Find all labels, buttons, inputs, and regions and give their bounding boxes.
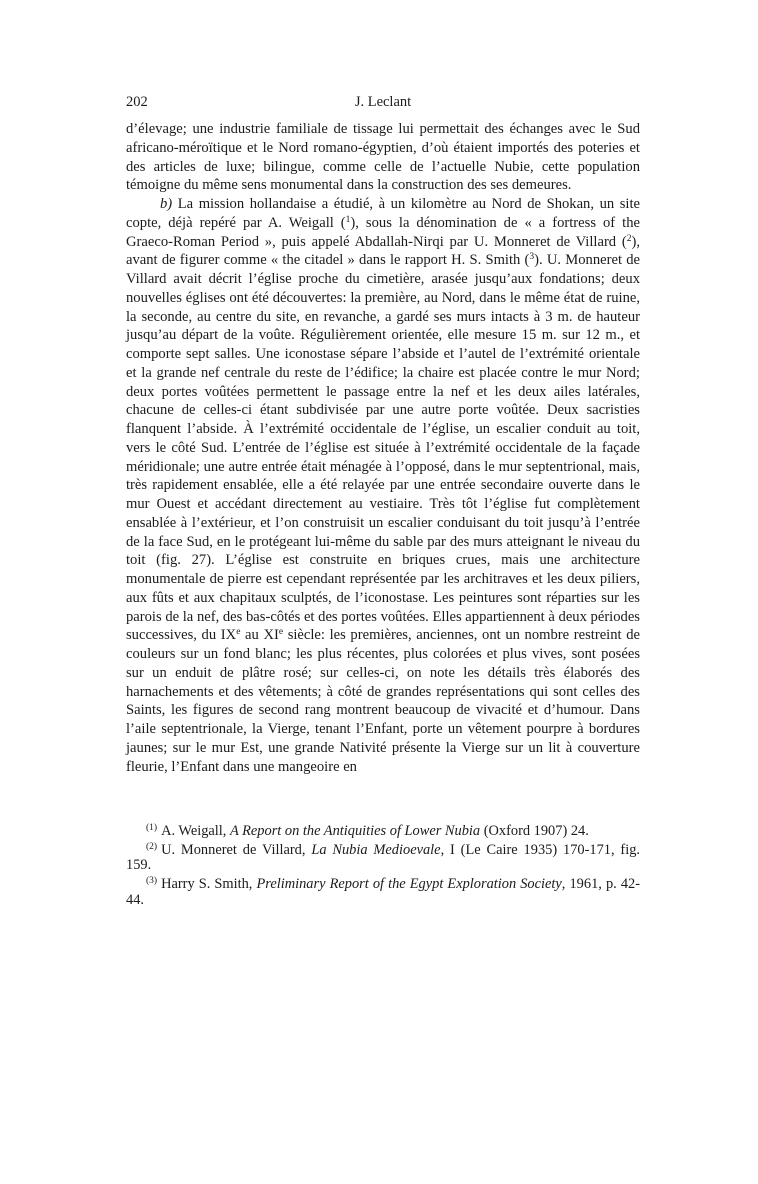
- book-page: [126, 92, 640, 911]
- footnote-author: Harry S. Smith,: [161, 876, 257, 893]
- superscript-e: e: [278, 627, 284, 638]
- running-head: [126, 92, 640, 120]
- footnote-ref-3: 3: [529, 252, 535, 263]
- footnote-details: , I (Le Caire 1935) 170-171, fig. 159.: [126, 841, 641, 874]
- paragraph-b-text-3: ), avant de figurer comme « the citadel » dans le rapport H. S. Smith (: [126, 233, 640, 269]
- paragraph-b-text-5: au XI: [240, 627, 279, 644]
- footnote-1: [126, 824, 640, 840]
- footnote-title: A Report on the Antiquities of Lower Nubia: [230, 823, 481, 840]
- paragraph-a: d’élevage; une industrie familiale de tissage lui permettait des échanges avec le Sud africano-méroïtique et le Nord romano-égyptien, d’où étaient importés des poteries et des articles de luxe; bilingue, comme celle de l’actuelle Nubie, cette population témoigne du même sens monumental dans la construction des ses demeures.: [126, 121, 640, 194]
- footnote-mark: (1): [146, 823, 158, 834]
- paragraph-b-text-2: ), sous la dénomination de « a fortress of the Graeco-Roman Period », puis appelé Abdallah-Nirqi par U. Monneret de Villard (: [126, 214, 640, 250]
- footnote-ref-2: 2: [626, 233, 632, 244]
- footnote-details: , 1961, p. 42-44.: [126, 876, 640, 908]
- footnote-ref-1: 1: [345, 214, 351, 225]
- paragraph-b-text-6: siècle: les premières, anciennes, ont un nombre restreint de couleurs sur un fond blanc; les plus récentes, plus colorées et plus vives, sont posées sur un enduit de plâtre rosé; sur celles-ci, on note les détails très élaborés des harnachements et des vêtements; à côté de grandes représentations qui sont celles des Saints, les figures de second rang montrent beaucoup de vivacité et d’humour. Dans l’aile septentrionale, la Vierge, tenant l’Enfant, porte un vêtement pourpre à bordures jaunes; sur le mur Est, une grande Nativité présente la Vierge sur un lit à couverture fleurie, l’Enfant dans une mangeoire en: [126, 627, 640, 775]
- running-title: J. Leclant: [354, 94, 412, 110]
- footnote-title: Preliminary Report of the Egypt Exploration Society: [256, 876, 562, 893]
- paragraph-b-text-4: ). U. Monneret de Villard avait décrit l’église proche du cimetière, arasée jusqu’aux fondations; deux nouvelles églises ont été découvertes: la première, au Nord, dans le même état de ruine, la seconde, au centre du site, en revanche, a gardé ses murs intacts à 3 m. de hauteur jusqu’au départ de la voûte. Régulièrement orientée, elle mesure 15 m. sur 12 m., et comporte sept salles. Une iconostase sépare l’abside et l’autel de l’extrémité orientale et la grande nef centrale du reste de l’édifice; la chaire est placée contre le mur Nord; deux portes voûtées permettent le passage entre la nef et les deux ailes latérales, chacune de celles-ci étant subdivisée par une autre porte voûtée. Deux sacristies flanquent l’abside. À l’extrémité occidentale de l’église, un escalier conduit au toit, vers le côté Sud. L’entrée de l’église est située à l’extrémité occidentale de la façade méridionale; une autre entrée était ménagée à l’opposé, dans le mur septentrional, mais, très rapidement ensablée, elle a été relayée par une entrée secondaire ouverte dans le mur Ouest et accédant directement au vestiaire. Très tôt l’église fut complètement ensablée à l’extérieur, et l’on construisit un escalier conduisant du toit jusqu’à l’entrée de la face Sud, en le protégeant lui-même du sable par des murs atteignant le niveau du toit (fig. 27). L’église est construite en briques crues, mais une architecture monumentale de pierre est cependant représentée par les architraves et les deux piliers, aux fûts et aux chapitaux sculptés, de l’iconostase. Les peintures sont réparties sur les parois de la nef, des bas-côtés et des portes voûtées. Elles appartiennent à deux périodes successives, du IX: [126, 252, 640, 644]
- superscript-e: e: [236, 627, 241, 638]
- page-number: 202: [126, 94, 148, 110]
- footnote-author: A. Weigall,: [161, 823, 230, 840]
- footnote-title: La Nubia Medioevale: [311, 841, 441, 858]
- paragraph-label: b): [160, 196, 173, 212]
- paragraph-b-text-1: La mission hollandaise a étudié, à un kilomètre au Nord de Shokan, un site copte, déjà repéré par A. Weigall (: [126, 196, 640, 231]
- paragraph-b: [126, 195, 640, 776]
- footnote-details: (Oxford 1907) 24.: [480, 823, 589, 840]
- footnote-mark: (3): [146, 876, 158, 887]
- footnote-2: [126, 843, 640, 874]
- footnote-mark: (2): [146, 841, 158, 852]
- footnote-author: U. Monneret de Villard,: [161, 841, 312, 858]
- footnote-3: [126, 877, 640, 908]
- footnotes: [126, 824, 640, 908]
